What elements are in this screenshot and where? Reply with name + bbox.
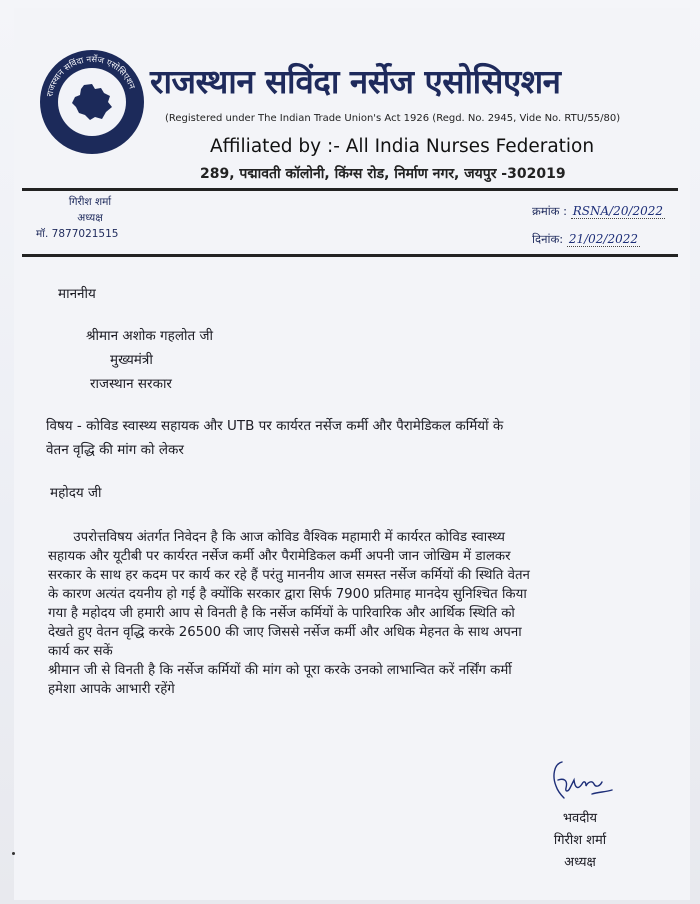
address-line: 289, पद्मावती कॉलोनी, किंग्स रोड, निर्माण नगर, जयपुर -302019 bbox=[200, 166, 566, 182]
header-divider-bottom bbox=[22, 254, 678, 257]
body-line: सरकार के साथ हर कदम पर कार्य कर रहे हैं परंतु माननीय आज समस्त नर्सेज कर्मियों की स्थिति वेतन bbox=[48, 568, 530, 583]
rajasthan-map-icon bbox=[70, 82, 114, 122]
closing-word: भवदीय bbox=[562, 811, 598, 826]
body-line: श्रीमान जी से विनती है कि नर्सेज कर्मियों की मांग को पूरा करके उनको लाभान्वित करें नर्सिंग कर्मी bbox=[48, 663, 512, 678]
signatory-designation: अध्यक्ष bbox=[564, 855, 596, 870]
registration-note: (Registered under The Indian Trade Union's Act 1926 (Regd. No. 2945, Vide No. RTU/55/80) bbox=[165, 113, 621, 124]
body-line: सहायक और यूटीबी पर कार्यरत नर्सेज कर्मी और पैरामेडिकल कर्मी अपनी जान जोखिम में डालकर bbox=[48, 549, 511, 564]
recipient-designation: मुख्यमंत्री bbox=[110, 352, 153, 368]
signatory-name: गिरीश शर्मा bbox=[553, 833, 607, 848]
body-line: हमेशा आपके आभारी रहेंगे bbox=[48, 682, 175, 697]
body-line: के कारण अत्यंत दयनीय हो गई है क्योंकि सरकार द्वारा सिर्फ 7900 प्रतिमाह मानदेय सुनिश्चित किया bbox=[48, 587, 527, 602]
sender-designation: अध्यक्ष bbox=[77, 212, 103, 224]
header-divider-top bbox=[22, 188, 678, 191]
organization-name: राजस्थान सविंदा नर्सेज एसोसिएशन bbox=[150, 62, 561, 101]
handwritten-signature bbox=[548, 758, 618, 806]
reference-date-value: 21/02/2022 bbox=[568, 232, 638, 246]
sender-mobile: मॉ. 7877021515 bbox=[36, 228, 119, 240]
salutation-top: माननीय bbox=[58, 286, 96, 302]
greeting: महोदय जी bbox=[50, 485, 102, 501]
affiliation-line: Affiliated by :- All India Nurses Federation bbox=[210, 136, 595, 157]
reference-block bbox=[532, 204, 665, 260]
body-line: देखते हुए वेतन वृद्धि करके 26500 की जाए जिससे नर्सेज कर्मी और अधिक मेहनत के साथ अपना bbox=[48, 625, 522, 640]
reference-number-value: RSNA/20/2022 bbox=[572, 204, 664, 218]
body-line: उपरोत्तविषय अंतर्गत निवेदन है कि आज कोविड वैश्विक महामारी में कार्यरत कोविड स्वास्थ्य bbox=[48, 530, 505, 545]
svg-text:राजस्थान सविंदा नर्सेज एसोसिएश: राजस्थान सविंदा नर्सेज एसोसिएशन bbox=[45, 54, 137, 98]
subject-line-2: वेतन वृद्धि की मांग को लेकर bbox=[46, 442, 184, 458]
letter-body bbox=[48, 528, 648, 699]
association-logo bbox=[40, 50, 144, 154]
recipient-office: राजस्थान सरकार bbox=[90, 376, 172, 392]
sender-name: गिरीश शर्मा bbox=[68, 196, 112, 208]
paper-speck bbox=[12, 852, 15, 855]
logo-center bbox=[58, 68, 126, 136]
body-line: गया है महोदय जी हमारी आप से विनती है कि नर्सेज कर्मियों के पारिवारिक और आर्थिक स्थिति को bbox=[48, 606, 515, 621]
body-line: कार्य कर सकें bbox=[48, 644, 113, 659]
reference-number-row bbox=[532, 204, 665, 232]
recipient-name: श्रीमान अशोक गहलोत जी bbox=[86, 328, 213, 344]
sender-block bbox=[36, 194, 140, 242]
reference-date-label: दिनांक: bbox=[532, 232, 564, 246]
reference-number-label: क्रमांक : bbox=[532, 204, 568, 218]
subject-line-1: विषय - कोविड स्वास्थ्य सहायक और UTB पर कार्यरत नर्सेज कर्मी और पैरामेडिकल कर्मियों के bbox=[46, 418, 504, 434]
